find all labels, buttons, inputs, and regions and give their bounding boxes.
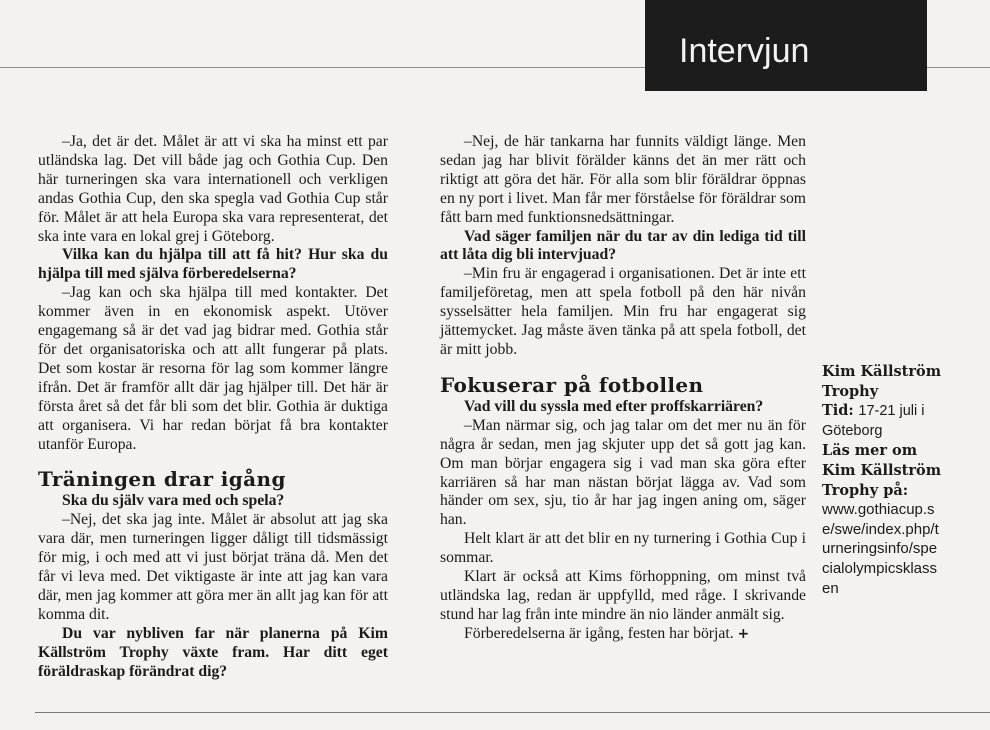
date-label: Tid: [822, 402, 854, 420]
event-date [822, 403, 925, 439]
date-value: 17-21 juli i Göteborg [822, 403, 925, 439]
paragraph: Helt klart är att det blir en ny turnering i Gothia Cup i sommar. [440, 530, 806, 567]
question: Vad vill du syssla med efter proffskarriären? [464, 397, 764, 415]
question: Vilka kan du hjälpa till att få hit? Hur ska du hjälpa till med själva förberedelserna? [38, 246, 388, 283]
fact-box [822, 362, 942, 598]
article-column-2 [440, 133, 806, 644]
end-mark-icon: + [737, 625, 750, 642]
info-link[interactable]: www.gothiacup.se/swe/index.php/turneringsinfo/specialolympicsklassen [822, 501, 939, 597]
paragraph [440, 625, 806, 644]
paragraph: Klart är också att Kims förhoppning, om minst två utländska lag, redan är uppfylld, med råge. I skrivande stund har lag från inte mindre än nio länder anmält sig. [440, 568, 806, 623]
event-name: Kim Källström Trophy [822, 363, 942, 400]
question: Vad säger familjen när du tar av din lediga tid till att låta dig bli intervjuad? [440, 227, 806, 264]
question: Ska du själv vara med och spela? [62, 492, 285, 510]
question: Du var nybliven far när planerna på Kim Källström Trophy växte fram. Har ditt eget föräldraskap förändrat dig? [38, 624, 388, 680]
section-title: Intervjun [679, 32, 810, 70]
read-more-label: Läs mer om Kim Källström Trophy på: [822, 442, 942, 499]
article-column-1 [38, 133, 388, 681]
section-label [645, 0, 927, 91]
paragraph: –Nej, det ska jag inte. Målet är absolut att jag ska vara där, men turneringen ligger dåligt till tidsmässigt för mig, i och med att vi just börjat träna då. Men det får vi leva med. Det viktigaste är inte att jag kan vara där, men jag kommer att göra mer än allt jag kan för att komma dit. [38, 511, 388, 623]
paragraph: –Ja, det är det. Målet är att vi ska ha minst ett par utländska lag. Det vill både jag och Gothia Cup. Den här turneringen ska vara internationell och verkligen andas Gothia Cup, den ska spegla vad Gothia Cup står för. Målet är att hela Europa ska vara representerat, det ska inte vara en lokal grej i Göteborg. [38, 133, 388, 245]
subheading: Fokuserar på fotbollen [440, 372, 704, 397]
paragraph: –Min fru är engagerad i organisationen. Det är inte ett familjeföretag, men att spela fotboll på den här nivån sysselsätter hela familjen. Min fru har engagerat sig jättemycket. Jag måste även tänka på att spela fotboll, det är mitt jobb. [440, 265, 806, 358]
paragraph: –Man närmar sig, och jag talar om det mer nu än för några år sedan, men jag skjuter upp det så gott jag kan. Om man börjar engagera sig i vad man ska göra efter karriären så har man nästan börjat lägga av. Vad som händer om sex, sju, tio år har jag ingen aning om, säger han. [440, 416, 806, 529]
paragraph: –Nej, de här tankarna har funnits väldigt länge. Men sedan jag har blivit förälder känns det än mer rätt och riktigt att göra det här. För alla som blir föräldrar öppnas en ny port i livet. Man får mer förståelse för föräldrar som fått barn med funktionsnedsättningar. [440, 133, 806, 226]
subheading: Träningen drar igång [38, 467, 286, 492]
closing-sentence: Förberedelserna är igång, festen har börjat. [464, 624, 734, 642]
paragraph: –Jag kan och ska hjälpa till med kontakter. Det kommer även in en ekonomisk aspekt. Utöver engagemang så är det vad jag bidrar med. Gothia står för det organisatoriska och att allt fungerar på plats. Det som kostar är resorna för lag som kommer längre ifrån. Det är framför allt där jag hjälper till. Det här är första året så det får bli som det blir. Gothia är duktiga att organisera. Vi har redan börjat få bra kontakter utanför Europa. [38, 284, 388, 453]
footer-rule [35, 712, 990, 713]
